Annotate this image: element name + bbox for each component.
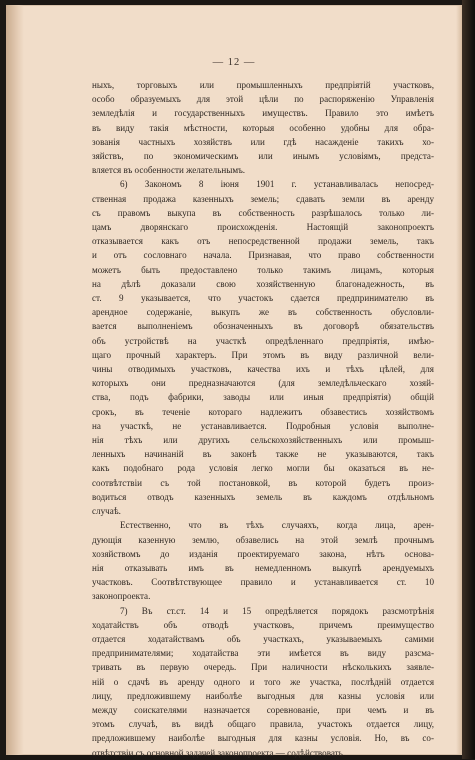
text-line: и отъ сословнаго начала. Признавая, что право собственности (92, 250, 434, 261)
text-line: между соискателями назначается соревнованіе, при чемъ и въ (92, 704, 434, 715)
text-line: цамъ дворянскаго происхожденія. Настоящій законопроектъ (92, 222, 434, 233)
text-line: особо образуемыхъ для этой цѣли по распоряженію Управленія (92, 94, 434, 105)
paragraph (92, 604, 434, 760)
text-line: на участкѣ, не устанавливается. Подробныя условія выполне- (92, 420, 434, 431)
text-line: ственная продажа казенныхъ земель; сдавать земли въ аренду (92, 193, 434, 204)
page-number: — 12 — (212, 57, 256, 68)
text-line: дующія казенную землю, обзавелись на этой землѣ прочнымъ (92, 534, 434, 545)
text-line: отвѣтствіи съ основной задачей законопроекта — содѣйствовать (92, 747, 343, 758)
text-line: на дѣлѣ доказали свою хозяйственную благонадежность, въ (92, 278, 434, 289)
text-line: этомъ случаѣ, въ видѣ общаго правила, участокъ отдается лицу, (92, 719, 434, 730)
text-line: участковъ. Соотвѣтствующее правило и устанавливается ст. 10 (92, 577, 434, 588)
text-line: соотвѣтствіи съ той постановкой, въ которой будетъ произ- (92, 477, 434, 488)
text-line: нія тѣхъ или другихъ сельскохозяйственныхъ или промыш- (92, 435, 434, 446)
text-line: ныхъ, торговыхъ или промышленныхъ предпріятій участковъ, (92, 80, 434, 90)
text-line: можетъ быть предоставлено только такимъ лицамъ, которыя (92, 264, 434, 275)
text-line: 6) Закономъ 8 іюня 1901 г. устанавливалась непосред- (120, 179, 434, 190)
text-line: отдается ходатайствамъ объ участкахъ, указываемыхъ самими (92, 633, 434, 644)
text-line: законопроекта. (92, 591, 151, 602)
book-page (6, 5, 462, 758)
body-text (92, 78, 434, 760)
text-line: ходатайствъ объ отводѣ участковъ, причемъ преимущество (92, 619, 434, 630)
text-line: въ виду такія мѣстности, которыя особенно удобны для обра- (92, 122, 434, 133)
text-line: отказывается какъ отъ непосредственной продажи земель, такъ (92, 236, 434, 247)
text-line: нія отказывать имъ въ немедленномъ выкупѣ арендуемыхъ (92, 562, 434, 573)
text-line: ленныхъ начинаній въ законѣ также не указываются, такъ (92, 449, 434, 460)
text-line: земледѣлія и государственныхъ имуществъ. Правило это имѣетъ (92, 108, 434, 119)
text-line: 7) Въ ст.ст. 14 и 15 опредѣляется порядокъ разсмотрѣнія (120, 605, 434, 616)
text-line: вляется въ особенности желательнымъ. (92, 165, 246, 176)
text-line: объ устройствѣ на участкѣ опредѣленнаго предпріятія, имѣю- (92, 335, 434, 346)
text-line: ства, подъ фабрики, заводы или иныя предпріятія) общій (92, 392, 434, 403)
text-line: съ правомъ выкупа въ собственность разрѣшалось только ли- (92, 207, 434, 218)
text-line: срокъ, въ теченіе котораго надлежитъ обзавестись хозяйствомъ (92, 406, 434, 417)
text-line: зованія частныхъ хозяйствъ или гдѣ насажденіе такихъ хо- (92, 136, 434, 147)
text-line: случаѣ. (92, 506, 121, 517)
text-line: чины отводимыхъ участковъ, качества ихъ и тѣхъ цѣлей, для (92, 364, 434, 375)
paragraph (92, 518, 434, 603)
text-line: арендное содержаніе, выкупъ же въ собственность обусловли- (92, 307, 434, 318)
paragraph (92, 78, 434, 177)
text-line: предложившему наиболѣе выгодныя для казны условія. Но, въ со- (92, 733, 434, 744)
spine-shadow (6, 5, 24, 755)
text-line: щаго прочный характеръ. При этомъ въ виду различной вели- (92, 349, 434, 360)
text-line: лицу, предложившему наиболѣе выгодныя для казны условія или (92, 690, 434, 701)
text-line: какъ подобнаго рода условія легко могли бы оказаться въ не- (92, 463, 434, 474)
text-line: хозяйствомъ до изданія проектируемаго закона, нѣтъ основа- (92, 548, 434, 559)
text-line: тривать въ первую очередь. При наличности нѣсколькихъ заявле- (92, 662, 434, 673)
text-line: зяйствъ, по экономическимъ или инымъ условіямъ, предста- (92, 151, 434, 162)
text-line: которыхъ они предназначаются (для земледѣльческаго хозяй- (92, 378, 434, 389)
text-line: предпринимателями; ходатайства эти имѣется въ виду разсма- (92, 648, 434, 659)
text-line: водиться отводъ казенныхъ земель въ каждомъ отдѣльномъ (92, 491, 434, 502)
paragraph (92, 177, 434, 518)
text-line: Естественно, что въ тѣхъ случаяхъ, когда лица, арен- (120, 520, 434, 531)
binding-strip (462, 0, 475, 759)
text-line: ст. 9 указывается, что участокъ сдается предпринимателю въ (92, 293, 434, 304)
text-line: вается выполненіемъ обозначенныхъ въ договорѣ обязательствъ (92, 321, 434, 332)
text-line: ній о сдачѣ въ аренду одного и того же участка, послѣдній отдается (92, 676, 434, 687)
